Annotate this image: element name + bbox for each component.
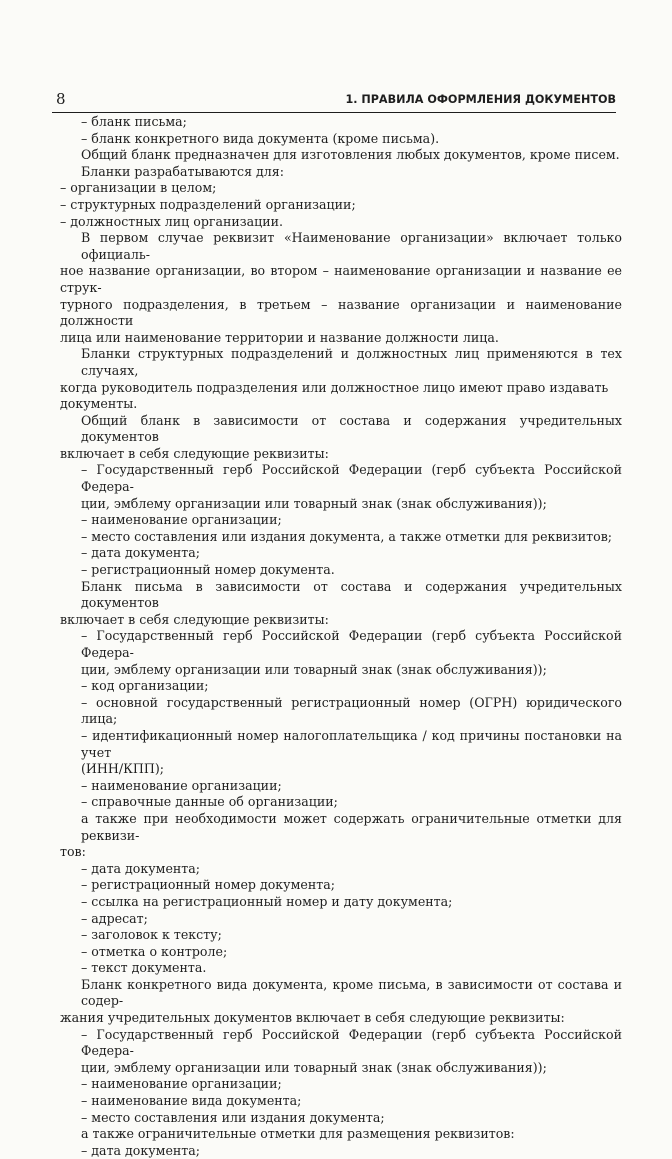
text-line: – Государственный герб Российской Федерации (герб субъекта Российской Федера- <box>81 1026 622 1059</box>
text-line: – бланк конкретного вида документа (кроме письма). <box>81 130 440 146</box>
text-line: ции, эмблему организации или товарный знак (знак обслуживания)); <box>81 1059 547 1075</box>
text-line: – заголовок к тексту; <box>81 927 222 943</box>
text-line: а также при необходимости может содержать ограничительные отметки для реквизи- <box>81 810 622 843</box>
text-line: Бланки структурных подразделений и должностных лиц применяются в тех случаях, <box>81 346 622 378</box>
text-line: – наименование организации; <box>81 777 282 793</box>
text-line: – отметка о контроле; <box>81 943 228 959</box>
text-line: Общий бланк предназначен для изготовления любых документов, кроме писем. <box>81 147 620 163</box>
page-header <box>52 90 616 113</box>
text-line: – дата документа; <box>81 545 201 561</box>
text-line: – наименование вида документа; <box>81 1093 302 1109</box>
text-line: Бланк письма в зависимости от состава и содержания учредительных документов <box>81 578 622 611</box>
text-line: когда руководитель подразделения или должностное лицо имеют право издавать <box>60 379 609 395</box>
text-line: (ИНН/КПП); <box>81 761 164 777</box>
text-line: Общий бланк в зависимости от состава и содержания учредительных документов <box>81 412 622 445</box>
text-line: – Государственный герб Российской Федерации (герб субъекта Российской Федера- <box>81 462 622 495</box>
text-line: – дата документа; <box>81 1142 201 1158</box>
text-line: – Государственный герб Российской Федерации (герб субъекта Российской Федера- <box>81 628 622 660</box>
text-line: включает в себя следующие реквизиты: <box>60 611 329 627</box>
text-line: – адресат; <box>81 910 148 926</box>
text-line: – наименование организации; <box>81 1076 282 1092</box>
text-line: Бланки разрабатываются для: <box>81 163 284 179</box>
text-line: – должностных лиц организации. <box>60 213 284 229</box>
text-line: – регистрационный номер документа. <box>81 562 335 578</box>
page-number: 8 <box>56 90 66 108</box>
text-line: документы. <box>60 396 138 412</box>
text-line: турного подразделения, в третьем – название организации и наименование должности <box>60 296 622 329</box>
text-line: а также ограничительные отметки для размещения реквизитов: <box>81 1126 515 1142</box>
text-line: – идентификационный номер налогоплательщика / код причины постановки на учет <box>81 727 622 760</box>
text-line: – организации в целом; <box>60 180 217 196</box>
text-line: жания учредительных документов включает в себя следующие реквизиты: <box>60 1010 565 1026</box>
text-line: – ссылка на регистрационный номер и дату документа; <box>81 893 453 909</box>
text-line: – бланк письма; <box>81 114 187 129</box>
text-line: – регистрационный номер документа; <box>81 877 335 893</box>
text-line: – наименование организации; <box>81 512 282 528</box>
text-line: В первом случае реквизит «Наименование организации» включает только официаль- <box>81 230 622 262</box>
text-line: тов: <box>60 844 86 860</box>
text-line: ции, эмблему организации или товарный знак (знак обслуживания)); <box>81 661 547 677</box>
text-line: – место составления или издания документа; <box>81 1109 385 1125</box>
running-title: 1. ПРАВИЛА ОФОРМЛЕНИЯ ДОКУМЕНТОВ <box>345 93 616 106</box>
text-line: ное название организации, во втором – наименование организации и название ее струк- <box>60 263 622 295</box>
text-line: Бланк конкретного вида документа, кроме письма, в зависимости от состава и содер- <box>81 976 622 1009</box>
text-line: – место составления или издания документа, а также отметки для реквизитов; <box>81 528 613 544</box>
body-text <box>60 114 622 1159</box>
text-line: – дата документа; <box>81 860 201 876</box>
text-line: – текст документа. <box>81 960 207 976</box>
text-line: лица или наименование территории и название должности лица. <box>60 329 499 345</box>
text-line: включает в себя следующие реквизиты: <box>60 445 329 461</box>
text-line: – структурных подразделений организации; <box>60 196 356 212</box>
text-line: – основной государственный регистрационный номер (ОГРН) юридического лица; <box>81 694 622 727</box>
text-line: ции, эмблему организации или товарный знак (знак обслуживания)); <box>81 495 547 511</box>
text-line: – справочные данные об организации; <box>81 794 338 810</box>
text-line: – код организации; <box>81 678 209 694</box>
